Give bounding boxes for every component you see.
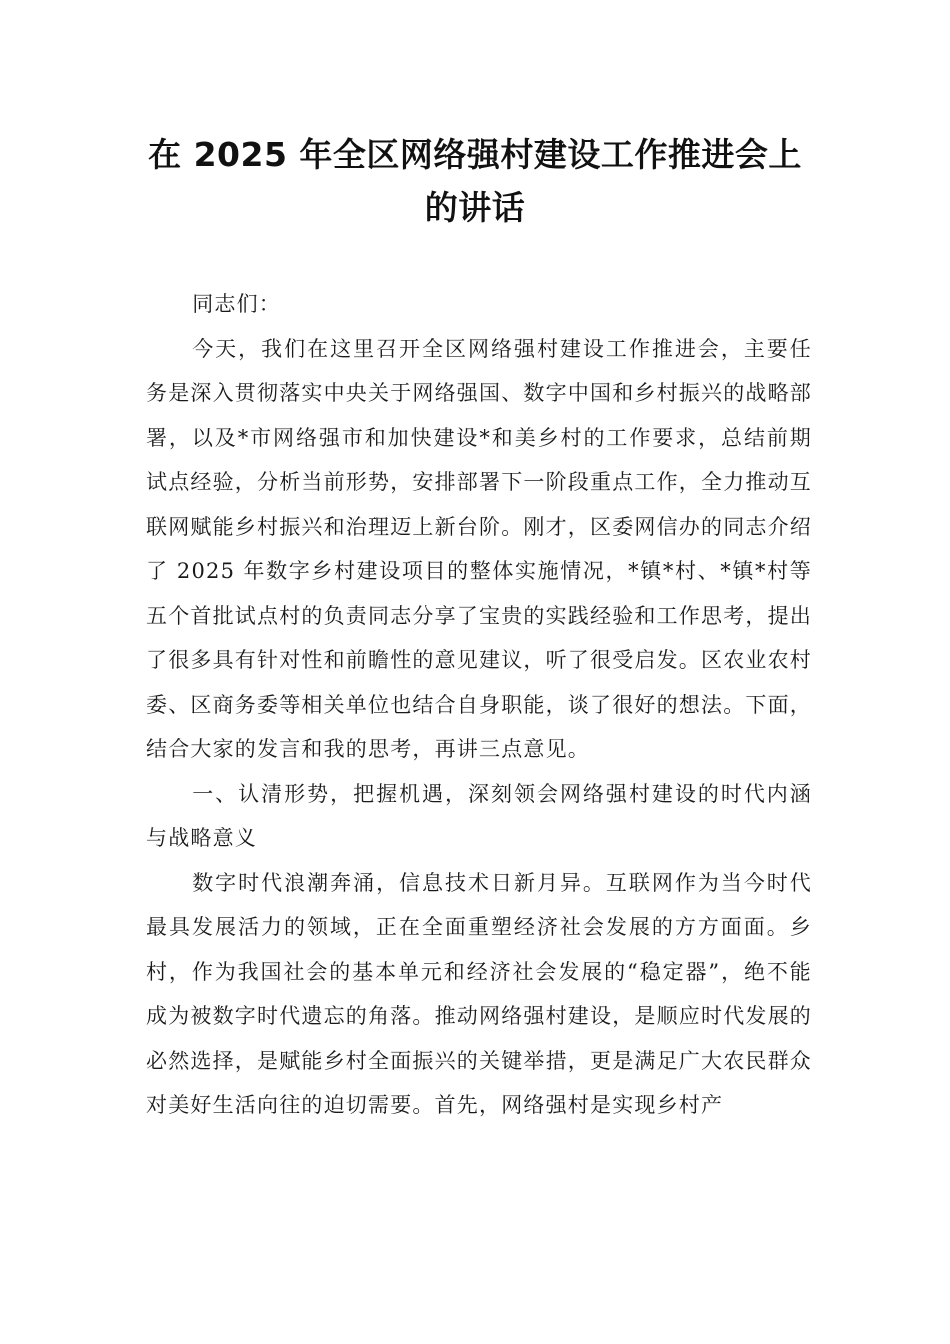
section-heading-1: 一、认清形势，把握机遇，深刻领会网络强村建设的时代内涵与战略意义: [146, 781, 812, 850]
paragraph-section-1: 数字时代浪潮奔涌，信息技术日新月异。互联网作为当今时代最具发展活力的领域，正在全面重塑经济社会发展的方方面面。乡村，作为我国社会的基本单元和经济社会发展的“稳定器”，绝不能成为被数字时代遗忘的角落。推动网络强村建设，是顺应时代发展的必然选择，是赋能乡村全面振兴的关键举措，更是满足广大农民群众对美好生活向往的迫切需要。首先，网络强村是实现乡村产: [146, 870, 812, 1117]
document-body: [146, 282, 812, 1128]
document-title: 在 2025 年全区网络强村建设工作推进会上的讲话: [148, 135, 802, 227]
salutation: 同志们：: [192, 292, 281, 316]
paragraph-intro: 今天，我们在这里召开全区网络强村建设工作推进会，主要任务是深入贯彻落实中央关于网络强国、数字中国和乡村振兴的战略部署，以及*市网络强市和加快建设*和美乡村的工作要求，总结前期试点经验，分析当前形势，安排部署下一阶段重点工作，全力推动互联网赋能乡村振兴和治理迈上新台阶。刚才，区委网信办的同志介绍了 2025 年数字乡村建设项目的整体实施情况，*镇*村、*镇*村等五个首批试点村的负责同志分享了宝贵的实践经验和工作思考，提出了很多具有针对性和前瞻性的意见建议，听了很受启发。区农业农村委、区商务委等相关单位也结合自身职能，谈了很好的想法。下面，结合大家的发言和我的思考，再讲三点意见。: [146, 336, 812, 761]
